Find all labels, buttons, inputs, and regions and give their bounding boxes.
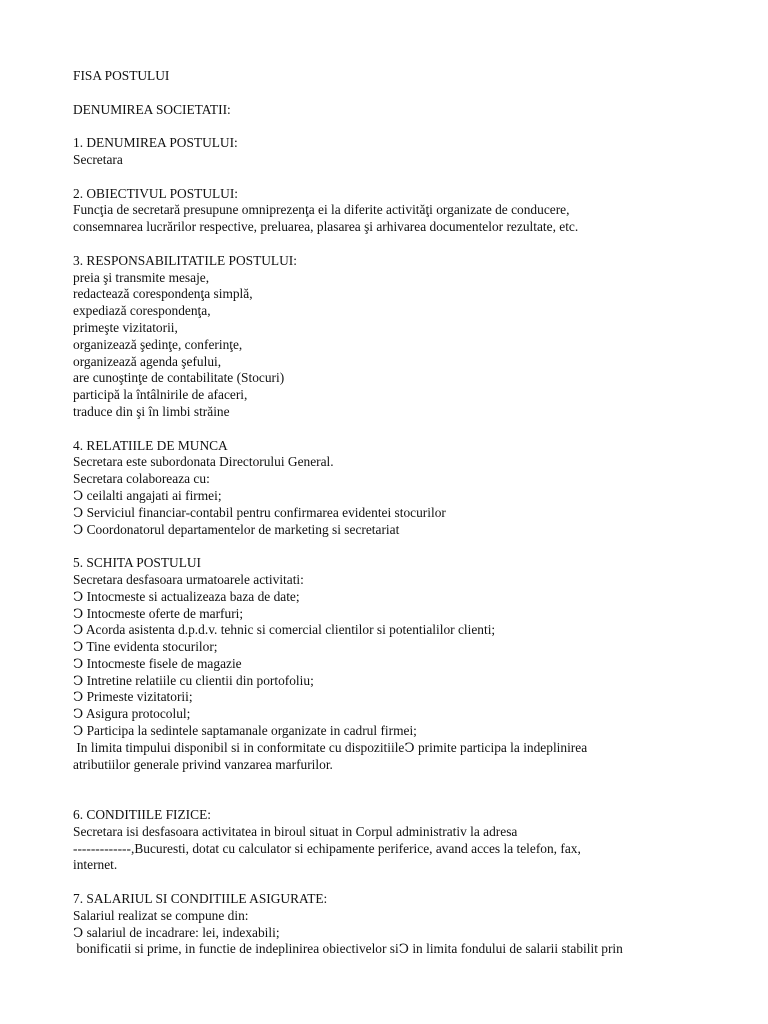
section-heading-objective: 2. OBIECTIVUL POSTULUI:: [73, 185, 239, 201]
section-heading-salary: 7. SALARIUL SI CONDITIILE ASIGURATE:: [73, 891, 328, 907]
spacer: [73, 85, 733, 102]
spacer: [73, 538, 733, 555]
text-line: expediază corespondenţa,: [73, 303, 211, 319]
spacer: [73, 169, 733, 186]
section-body-salary: [73, 908, 733, 958]
text-line: organizează şedinţe, conferinţe,: [73, 336, 243, 352]
section-heading-work-relations: 4. RELATIILE DE MUNCA: [73, 437, 228, 453]
section-body-job-title: [73, 152, 733, 169]
text-line: In limita timpului disponibil si in conformitate cu dispozitiileↃ primite participa la indeplinirea: [73, 739, 588, 755]
text-line: participă la întâlnirile de afaceri,: [73, 387, 248, 403]
text-line: preia şi transmite mesaje,: [73, 269, 210, 285]
text-line: internet.: [73, 857, 118, 873]
text-line: Ↄ Acorda asistenta d.p.d.v. tehnic si comercial clientilor si potentialilor clienti;: [73, 622, 496, 638]
text-line: Funcţia de secretară presupune omniprezenţa ei la diferite activităţi organizate de conducere,: [73, 202, 570, 218]
text-line: -------------,Bucuresti, dotat cu calculator si echipamente periferice, avand acces la telefon, fax,: [73, 840, 581, 856]
text-line: Ↄ Coordonatorul departamentelor de marketing si secretariat: [73, 521, 400, 537]
text-line: Ↄ Intretine relatiile cu clientii din portofoliu;: [73, 672, 314, 688]
text-line: Ↄ Intocmeste si actualizeaza baza de date;: [73, 588, 300, 604]
text-line: consemnarea lucrărilor respective, preluarea, plasarea şi arhivarea documentelor rezultate, etc.: [73, 219, 579, 235]
section-heading-job-outline: 5. SCHITA POSTULUI: [73, 555, 202, 571]
text-line: Secretara este subordonata Directorului General.: [73, 454, 334, 470]
company-name-label: DENUMIREA SOCIETATII:: [73, 101, 231, 117]
text-line: redactează corespondenţa simplă,: [73, 286, 253, 302]
section-heading-physical-conditions: 6. CONDITIILE FIZICE:: [73, 807, 211, 823]
text-line: Secretara desfasoara urmatoarele activitati:: [73, 571, 304, 587]
text-line: atributiilor generale privind vanzarea marfurilor.: [73, 756, 333, 772]
section-body-work-relations: [73, 454, 733, 538]
text-line: are cunoştinţe de contabilitate (Stocuri): [73, 370, 285, 386]
text-line: Secretara: [73, 151, 123, 167]
text-line: Ↄ ceilalti angajati ai firmei;: [73, 487, 222, 503]
spacer: [73, 421, 733, 438]
text-line: organizează agenda şefului,: [73, 353, 222, 369]
section-heading-job-title: 1. DENUMIREA POSTULUI:: [73, 135, 238, 151]
text-line: Ↄ Intocmeste fisele de magazie: [73, 655, 242, 671]
text-line: Ↄ salariul de incadrare: lei, indexabili;: [73, 924, 280, 940]
section-heading-responsibilities: 3. RESPONSABILITATILE POSTULUI:: [73, 252, 297, 268]
text-line: Ↄ Tine evidenta stocurilor;: [73, 639, 218, 655]
text-line: Salariul realizat se compune din:: [73, 907, 249, 923]
spacer: [73, 118, 733, 135]
spacer: [73, 236, 733, 253]
text-line: Ↄ Intocmeste oferte de marfuri;: [73, 605, 244, 621]
text-line: Ↄ Participa la sedintele saptamanale organizate in cadrul firmei;: [73, 723, 417, 739]
text-line: traduce din şi în limbi străine: [73, 403, 230, 419]
section-body-job-outline: [73, 572, 733, 774]
text-line: Ↄ Asigura protocolul;: [73, 706, 191, 722]
text-line: bonificatii si prime, in functie de indeplinirea obiectivelor siↃ in limita fondului de salarii stabilit prin: [73, 941, 623, 957]
text-line: Secretara isi desfasoara activitatea in biroul situat in Corpul administrativ la adresa: [73, 823, 518, 839]
document-body: [73, 68, 733, 958]
section-body-objective: [73, 202, 733, 236]
text-line: Ↄ Primeste vizitatorii;: [73, 689, 193, 705]
section-body-physical-conditions: [73, 824, 733, 874]
spacer: [73, 773, 733, 807]
spacer: [73, 874, 733, 891]
section-body-responsibilities: [73, 270, 733, 421]
text-line: primeşte vizitatorii,: [73, 319, 178, 335]
text-line: Ↄ Serviciul financiar-contabil pentru confirmarea evidentei stocurilor: [73, 504, 446, 520]
text-line: Secretara colaboreaza cu:: [73, 471, 210, 487]
document-title: FISA POSTULUI: [73, 68, 170, 83]
